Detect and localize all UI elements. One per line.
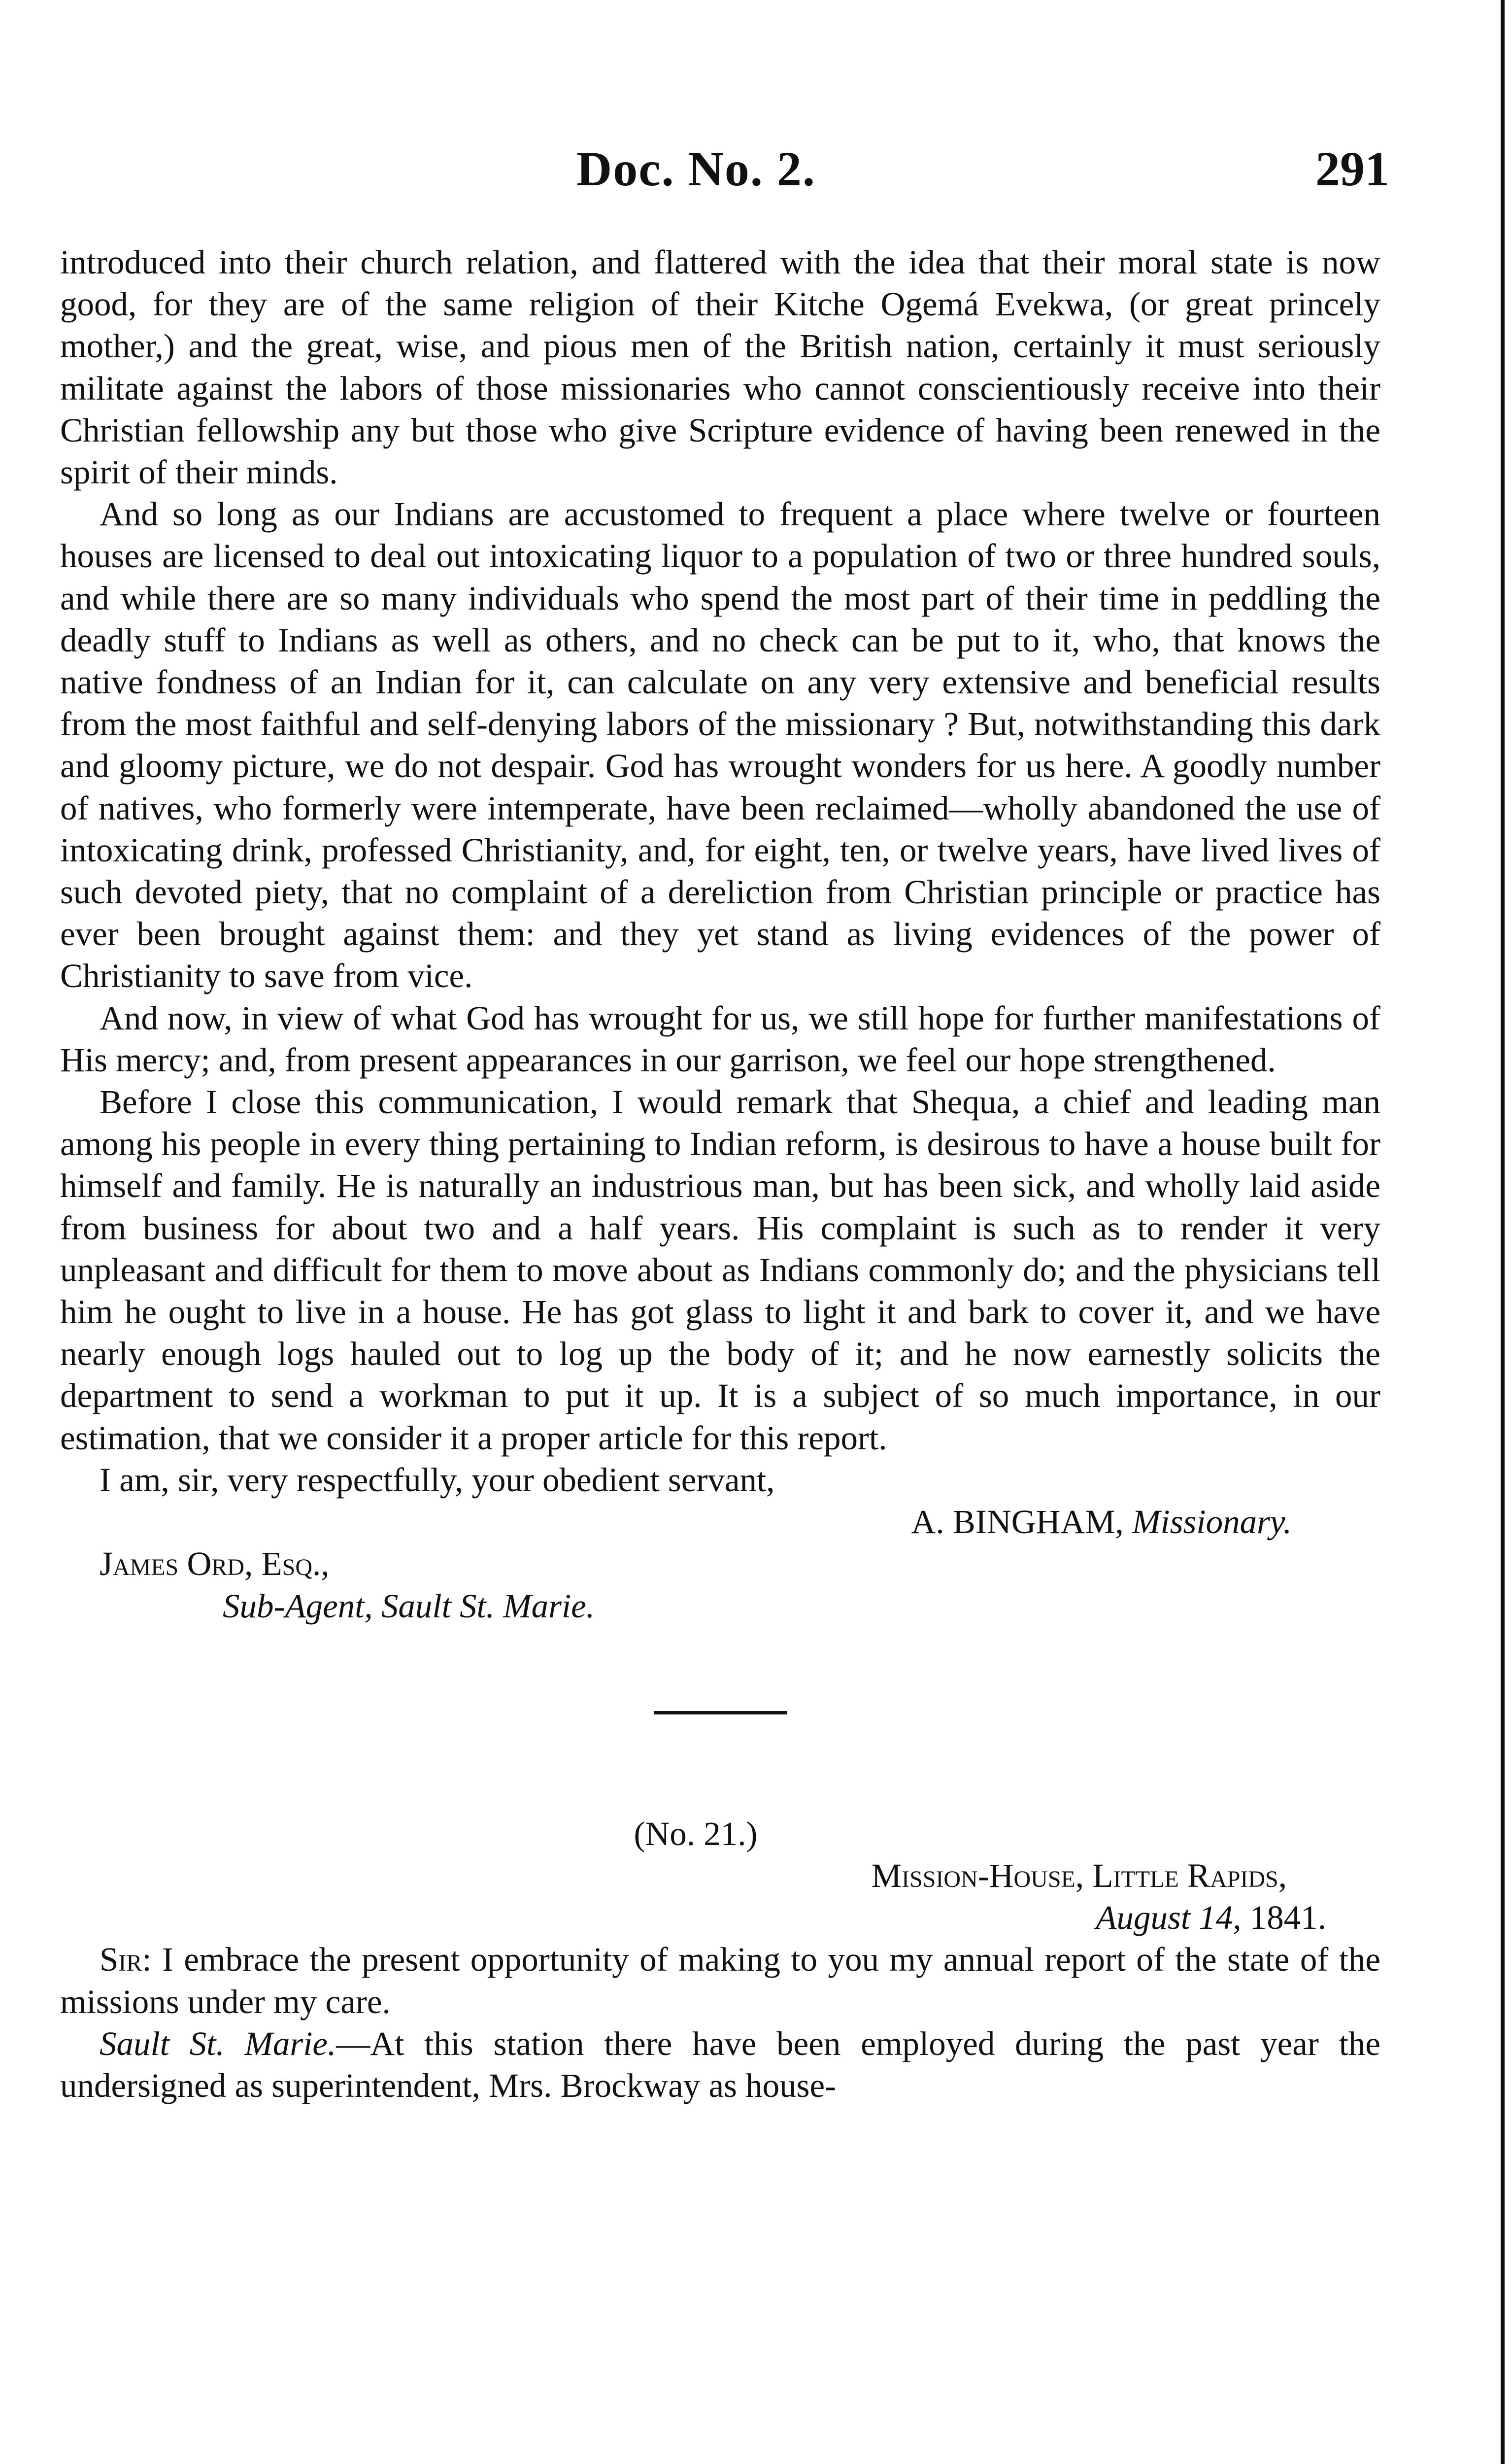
addressee-name: James Ord, Esq., [100,1545,330,1583]
page-header [99,140,1389,205]
addressee-title-line [60,1585,1380,1627]
paragraph-continuation: introduced into their church relation, and flattered with the idea that their moral state is now good, for they are of the same religion of their Kitche Ogemá Evekwa, (or great princely mother,) and the great, wise, and pious men of the British nation, certainly it must seriously militate against the labors of those missionaries who cannot conscientiously receive into their Christian fellowship any but those who give Scripture evidence of having been renewed in the spirit of their minds. [60,243,1380,491]
salutation-text: I embrace the present opportunity of making to you my annual report of the state of the missions under my care. [60,1941,1380,2020]
section-divider [654,1711,787,1714]
letter-location: Mission-House, Little Rapids, [871,1856,1287,1894]
page-body [60,241,1380,2107]
page-edge-rule [1501,0,1505,2464]
sault-st-marie-text: —At this station there have been employed during the past year the undersigned as superintendent, Mrs. Brockway as house- [60,2024,1380,2104]
paragraph-shequa: Before I close this communication, I would remark that Shequa, a chief and leading man among his people in every thing pertaining to Indian reform, is desirous to have a house built for himself and family. He is naturally an industrious man, but has been sick, and wholly laid aside from business for about two and a half years. His complaint is such as to render it very unpleasant and difficult for them to move about as Indians commonly do; and the physicians tell him he ought to live in a house. He has got glass to light it and bark to cover it, and we have nearly enough logs hauled out to log up the body of it; and he now earnestly solicits the department to send a workman to put it up. It is a subject of so much importance, in our estimation, that we consider it a proper article for this report. [60,1083,1380,1457]
signature-title: Missionary. [1132,1503,1292,1541]
section-heading-sault-st-marie: Sault St. Marie. [100,2024,336,2062]
signature [60,1501,1380,1543]
paragraph-sault-st-marie [60,2023,1380,2107]
letter-date-year: 1841. [1249,1899,1326,1937]
addressee-title: Sub-Agent, Sault St. Marie. [223,1587,595,1625]
page-number: 291 [1315,141,1389,196]
closing-line: I am, sir, very respectfully, your obedient servant, [100,1461,775,1499]
letter-number: (No. 21.) [634,1814,758,1852]
document-title: Doc. No. 2. [576,141,816,196]
letter-date-month-day: August 14, [1096,1899,1242,1937]
salutation: Sir: [100,1941,152,1979]
signature-name: A. BINGHAM, [911,1503,1124,1541]
letter-date [60,1897,1380,1939]
paragraph-salutation [60,1939,1380,2022]
paragraph-indians-liquor: And so long as our Indians are accustomed to frequent a place where twelve or fourteen houses are licensed to deal out intoxicating liquor to a population of two or three hundred souls, and while there are so many individuals who spend the most part of their time in peddling the deadly stuff to Indians as well as others, and no check can be put to it, who, that knows the native fondness of an Indian for it, can calculate on any very extensive and beneficial results from the most faithful and self-denying labors of the missionary ? But, notwithstanding this dark and gloomy picture, we do not despair. God has wrought wonders for us here. A goodly number of natives, who formerly were intemperate, have been reclaimed—wholly abandoned the use of intoxicating drink, professed Christianity, and, for eight, ten, or twelve years, have lived lives of such devoted piety, that no complaint of a dereliction from Christian principle or practice has ever been brought against them: and they yet stand as living evidences of the power of Christianity to save from vice. [60,495,1380,995]
paragraph-hope: And now, in view of what God has wrought for us, we still hope for further manifestations of His mercy; and, from present appearances in our garrison, we feel our hope strengthened. [60,999,1380,1079]
